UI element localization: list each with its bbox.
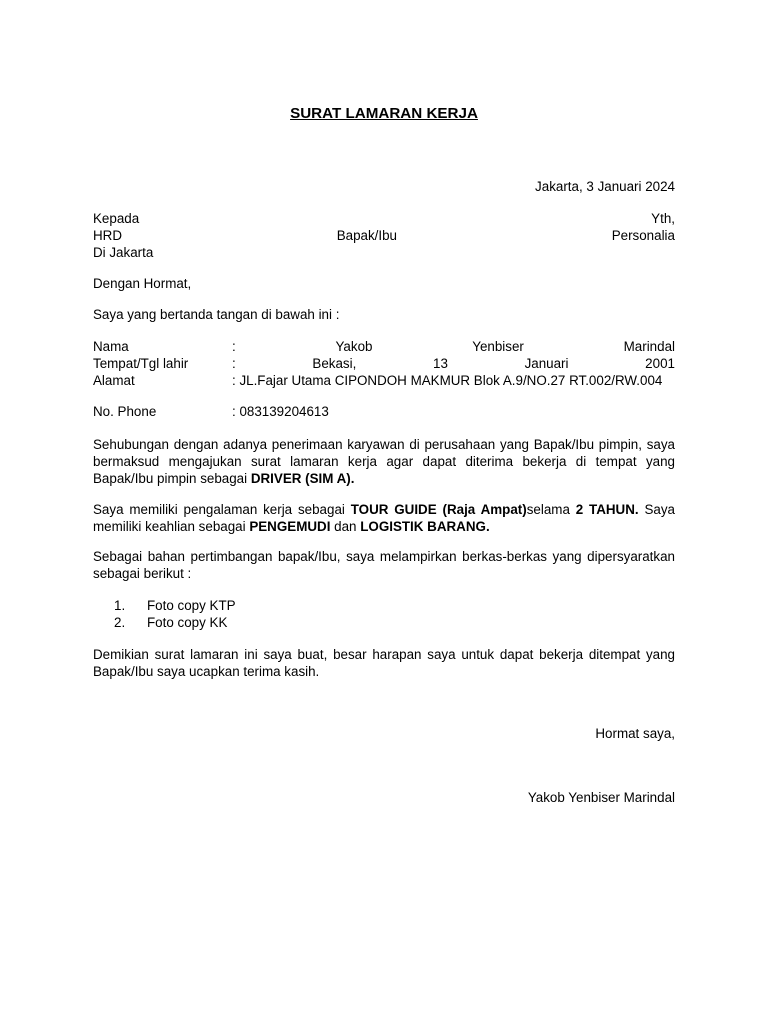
- field-colon: :: [232, 339, 236, 354]
- paragraph-2-text: selama: [526, 502, 576, 517]
- field-nama: [93, 338, 675, 355]
- list-number: 2.: [114, 615, 126, 630]
- field-ttl-value: [232, 355, 675, 372]
- position-applied: DRIVER (SIM A).: [250, 471, 355, 486]
- field-alamat-value: : JL.Fajar Utama CIPONDOH MAKMUR Blok A.9/NO.27 RT.002/RW.004: [232, 373, 663, 388]
- paragraph-1-text: Sehubungan dengan adanya penerimaan karyawan di perusahaan yang Bapak/Ibu pimpin, saya bermaksud mengajukan surat lamaran kerja agar dapat diterima bekerja di tempat yang Bapak/Ibu pimpin sebagai: [93, 437, 675, 486]
- name-part: Yenbiser: [472, 339, 524, 354]
- field-nama-label: Nama: [93, 339, 129, 354]
- birth-part: Januari: [524, 356, 569, 371]
- field-alamat: [93, 372, 675, 389]
- experience-role: TOUR GUIDE (Raja Ampat): [350, 502, 527, 517]
- list-number: 1.: [114, 598, 126, 613]
- salutation: Dengan Hormat,: [93, 276, 192, 291]
- skill-2: LOGISTIK BARANG.: [360, 519, 490, 534]
- skill-1: PENGEMUDI: [249, 519, 331, 534]
- field-nama-value: [232, 338, 675, 355]
- birth-part: 13: [433, 356, 448, 371]
- paragraph-2-text: Saya memiliki pengalaman kerja sebagai: [93, 502, 351, 517]
- paragraph-3: Sebagai bahan pertimbangan bapak/Ibu, saya melampirkan berkas-berkas yang dipersyaratkan sebagai berikut :: [93, 549, 675, 581]
- field-colon: :: [232, 356, 236, 371]
- field-phone-label: No. Phone: [93, 404, 157, 419]
- addressee-bapak-ibu: Bapak/Ibu: [336, 228, 398, 243]
- list-item: [93, 597, 675, 614]
- paragraph-1: [93, 436, 675, 487]
- addressee-row-1: [93, 210, 675, 227]
- date-line: Jakarta, 3 Januari 2024: [535, 179, 675, 194]
- attachment-list: [93, 597, 675, 631]
- addressee-location: Di Jakarta: [93, 245, 154, 260]
- signature-name: Yakob Yenbiser Marindal: [527, 790, 675, 805]
- field-ttl: [93, 355, 675, 372]
- birth-part: 2001: [645, 356, 675, 371]
- list-item: [93, 614, 675, 631]
- list-text: Foto copy KTP: [147, 598, 236, 613]
- field-alamat-label: Alamat: [93, 373, 135, 388]
- addressee-row-2: [93, 227, 675, 244]
- name-part: Yakob: [335, 339, 373, 354]
- birth-part: Bekasi,: [312, 356, 357, 371]
- field-phone-value: : 083139204613: [232, 404, 329, 419]
- addressee-row-3: [93, 244, 675, 261]
- regards: Hormat saya,: [595, 726, 675, 741]
- addressee-hrd: HRD: [93, 228, 123, 243]
- paragraph-2-text: dan: [330, 519, 361, 534]
- closing-paragraph: Demikian surat lamaran ini saya buat, besar harapan saya untuk dapat bekerja ditempat yang Bapak/Ibu saya ucapkan terima kasih.: [93, 647, 675, 679]
- paragraph-2-text: Saya memiliki keahlian sebagai: [93, 502, 675, 534]
- experience-duration: 2 TAHUN.: [575, 502, 639, 517]
- addressee-yth: Yth,: [651, 211, 675, 226]
- paragraph-2: [93, 501, 675, 535]
- field-ttl-label: Tempat/Tgl lahir: [93, 356, 189, 371]
- applicant-fields: [93, 338, 675, 420]
- addressee-kepada: Kepada: [93, 211, 140, 226]
- addressee-block: [93, 210, 675, 261]
- letter-title: SURAT LAMARAN KERJA: [290, 105, 478, 122]
- field-phone: [93, 403, 675, 420]
- intro-line: Saya yang bertanda tangan di bawah ini :: [93, 307, 340, 322]
- name-part: Marindal: [623, 339, 675, 354]
- list-text: Foto copy KK: [147, 615, 228, 630]
- addressee-personalia: Personalia: [611, 228, 675, 243]
